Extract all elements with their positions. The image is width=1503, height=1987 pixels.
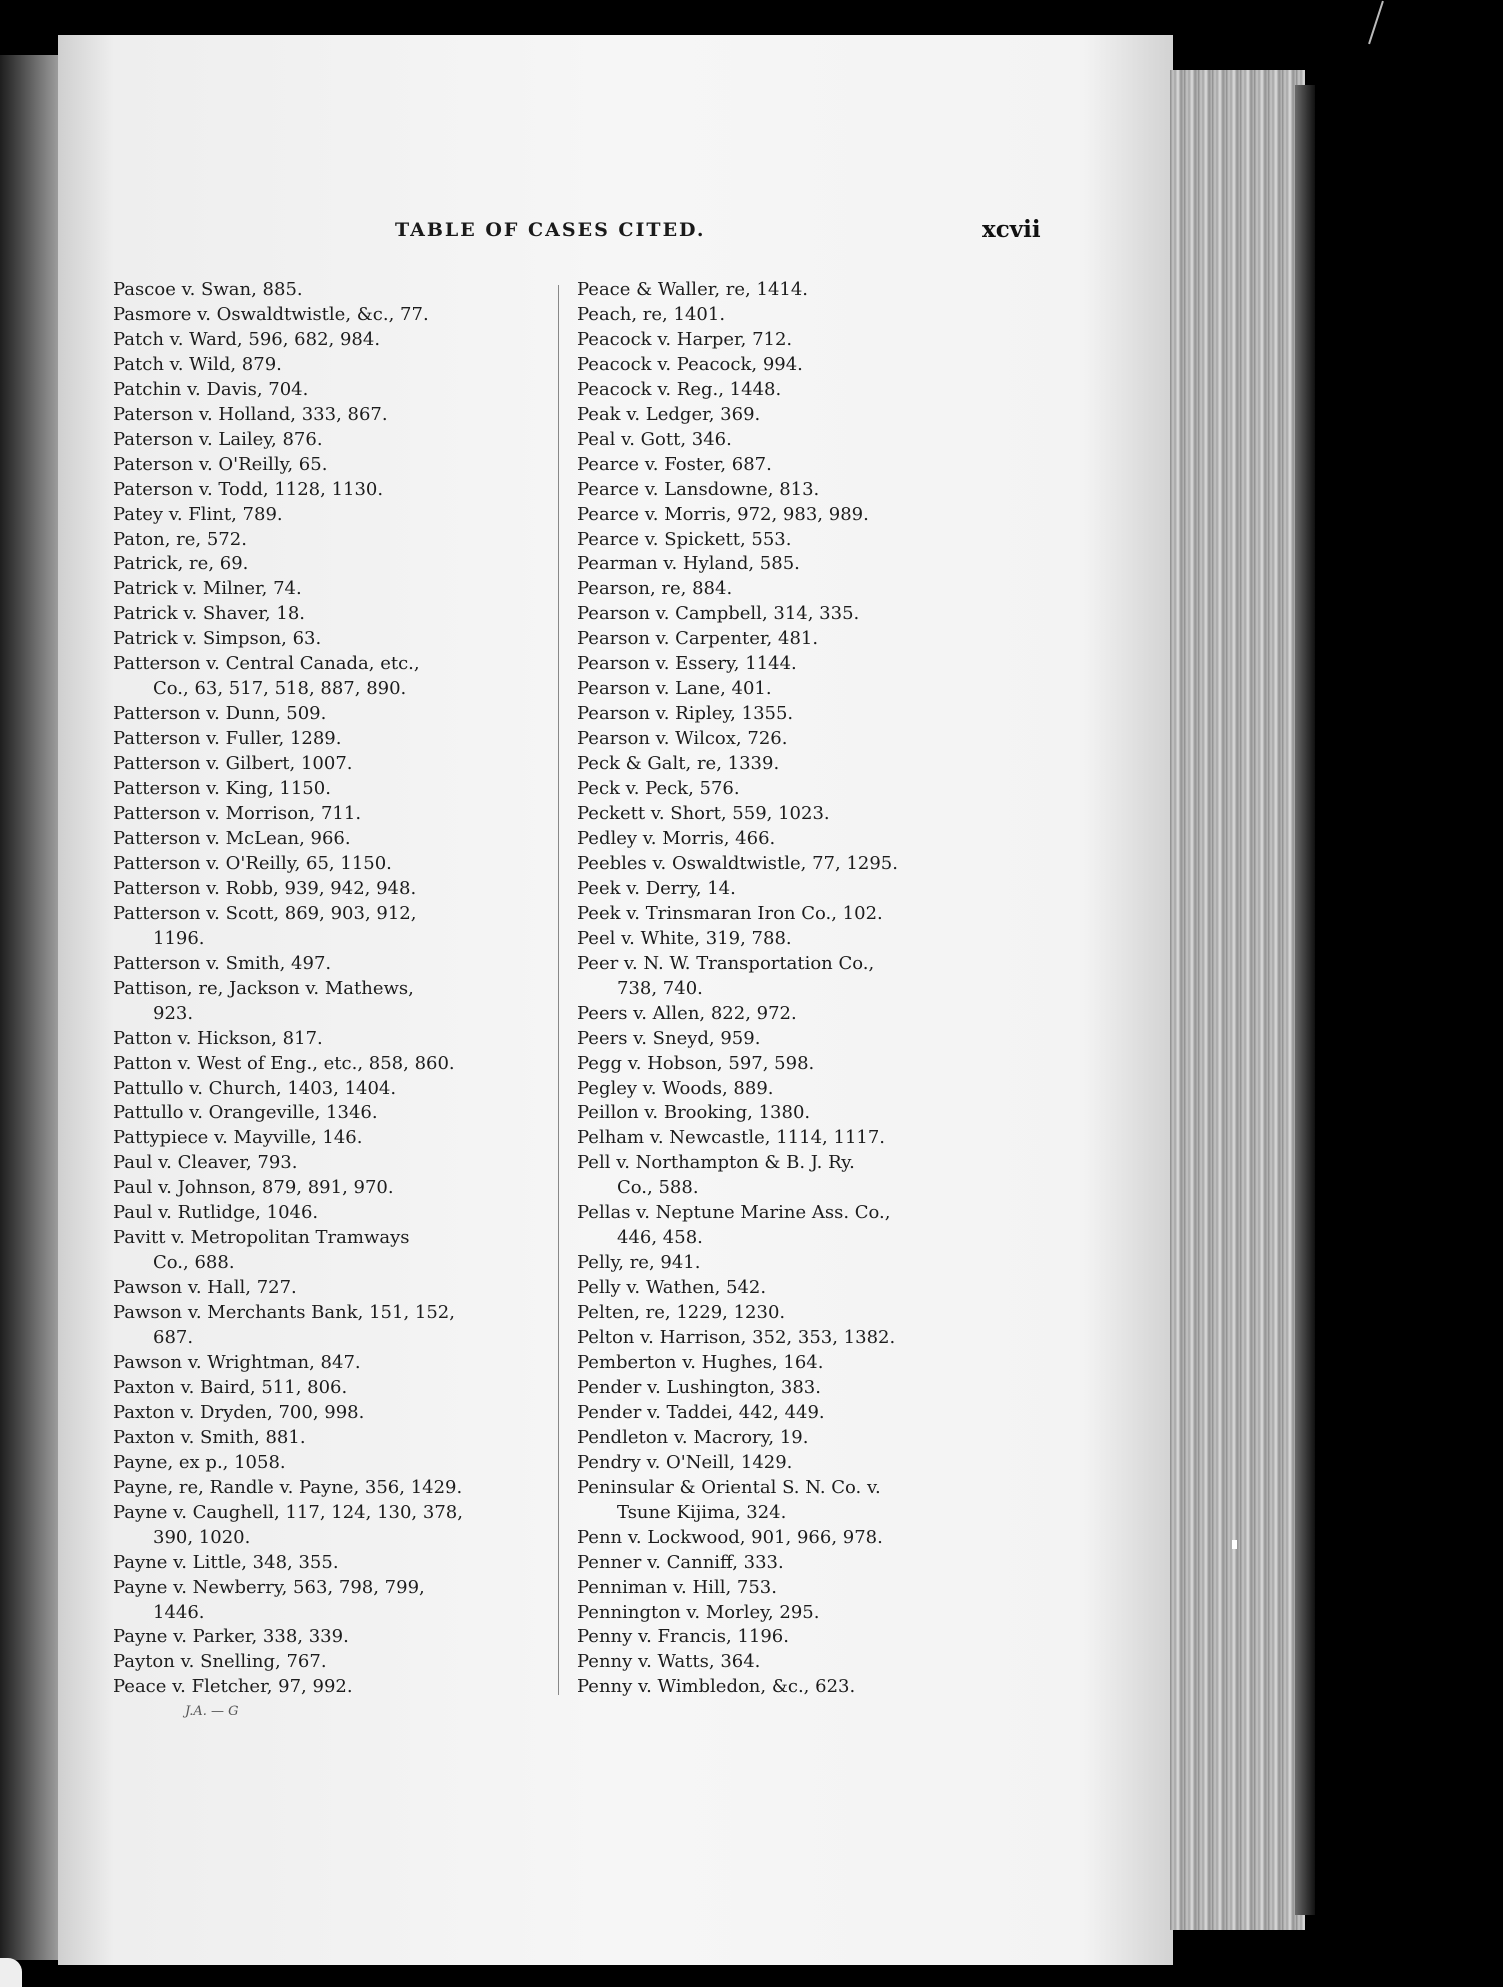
case-entry: Patrick v. Milner, 74.: [113, 578, 302, 600]
case-entry: Peace & Waller, re, 1414.: [577, 279, 809, 300]
case-entry: Paterson v. Lailey, 876.: [113, 428, 323, 450]
case-entry: Penn v. Lockwood, 901, 966, 978.: [577, 1526, 883, 1548]
case-entry: Patterson v. O'Reilly, 65, 1150.: [113, 852, 392, 874]
case-entry: 446, 458.: [617, 1227, 703, 1249]
case-entry: Patrick, re, 69.: [113, 553, 249, 575]
case-entry: Paxton v. Smith, 881.: [113, 1426, 306, 1448]
case-entry: Pearson v. Wilcox, 726.: [577, 728, 788, 750]
case-entry: Pattullo v. Church, 1403, 1404.: [113, 1077, 397, 1099]
case-entry: Peal v. Gott, 346.: [577, 428, 732, 450]
case-entry: Co., 688.: [153, 1252, 235, 1274]
case-entry: Payne, ex p., 1058.: [113, 1451, 286, 1473]
case-entry: Peck v. Peck, 576.: [577, 778, 740, 800]
case-entry: Pawson v. Wrightman, 847.: [113, 1351, 361, 1373]
case-entry: Pearman v. Hyland, 585.: [577, 553, 800, 575]
case-entry: Patey v. Flint, 789.: [113, 503, 283, 525]
case-entry: Pegg v. Hobson, 597, 598.: [577, 1052, 815, 1074]
case-entry: Paxton v. Dryden, 700, 998.: [113, 1401, 365, 1423]
case-entry: Pearson v. Campbell, 314, 335.: [577, 603, 860, 625]
case-entry: Pattison, re, Jackson v. Mathews,: [113, 977, 414, 999]
case-entry: Patch v. Ward, 596, 682, 984.: [113, 328, 381, 350]
case-entry: Pawson v. Hall, 727.: [113, 1277, 297, 1299]
column-divider: [558, 285, 559, 1695]
case-entry: Peckett v. Short, 559, 1023.: [577, 803, 830, 825]
right-column: [577, 278, 1032, 1700]
speck: [1232, 1540, 1237, 1549]
case-entry: Co., 588.: [617, 1177, 699, 1199]
case-entry: Pegley v. Woods, 889.: [577, 1077, 774, 1099]
case-entry: Patterson v. Dunn, 509.: [113, 703, 327, 725]
case-entry: Penny v. Watts, 364.: [577, 1651, 761, 1673]
case-entry: Penny v. Wimbledon, &c., 623.: [577, 1676, 856, 1698]
running-head: TABLE OF CASES CITED.: [395, 219, 706, 241]
case-entry: Payne v. Newberry, 563, 798, 799,: [113, 1576, 425, 1598]
case-entry: Paul v. Cleaver, 793.: [113, 1152, 298, 1174]
case-entry: Tsune Kijima, 324.: [617, 1501, 787, 1523]
case-entry: Patterson v. McLean, 966.: [113, 827, 351, 849]
case-entry: Pearce v. Foster, 687.: [577, 453, 772, 475]
case-entry: Patterson v. Scott, 869, 903, 912,: [113, 902, 417, 924]
corner-blot: [0, 1958, 22, 1987]
case-entry: Paterson v. O'Reilly, 65.: [113, 453, 328, 475]
case-entry: Patrick v. Simpson, 63.: [113, 628, 322, 650]
case-entry: Payne, re, Randle v. Payne, 356, 1429.: [113, 1476, 463, 1498]
case-entry: Patrick v. Shaver, 18.: [113, 603, 305, 625]
case-entry: Peacock v. Reg., 1448.: [577, 378, 782, 400]
case-entry: 738, 740.: [617, 977, 703, 999]
case-entry: Pell v. Northampton & B. J. Ry.: [577, 1152, 855, 1174]
case-entry: Patton v. West of Eng., etc., 858, 860.: [113, 1052, 455, 1074]
case-entry: Co., 63, 517, 518, 887, 890.: [153, 678, 407, 700]
case-entry: Pasmore v. Oswaldtwistle, &c., 77.: [113, 303, 429, 325]
case-entry: Pelly v. Wathen, 542.: [577, 1277, 767, 1299]
corner-mark: [1368, 1, 1384, 44]
case-entry: Pendry v. O'Neill, 1429.: [577, 1451, 793, 1473]
case-entry: Penner v. Canniff, 333.: [577, 1551, 784, 1573]
case-entry: Pascoe v. Swan, 885.: [113, 279, 303, 300]
case-entry: 390, 1020.: [153, 1526, 251, 1548]
case-entry: Pearson v. Carpenter, 481.: [577, 628, 819, 650]
case-entry: Pedley v. Morris, 466.: [577, 827, 776, 849]
case-entry: Peek v. Derry, 14.: [577, 877, 736, 899]
case-entry: Patterson v. Smith, 497.: [113, 952, 332, 974]
case-entry: Peninsular & Oriental S. N. Co. v.: [577, 1476, 881, 1498]
book-spine: [0, 55, 58, 1960]
case-entry: Patterson v. Morrison, 711.: [113, 803, 362, 825]
case-entry: Pearce v. Morris, 972, 983, 989.: [577, 503, 869, 525]
case-entry: Pellas v. Neptune Marine Ass. Co.,: [577, 1202, 891, 1224]
case-entry: Pendleton v. Macrory, 19.: [577, 1426, 809, 1448]
page-edges: [1170, 70, 1305, 1930]
case-entry: Pelton v. Harrison, 352, 353, 1382.: [577, 1327, 896, 1349]
case-entry: Pavitt v. Metropolitan Tramways: [113, 1227, 410, 1249]
case-entry: 1196.: [153, 927, 205, 949]
case-entry: Pearson v. Lane, 401.: [577, 678, 772, 700]
case-entry: Pennington v. Morley, 295.: [577, 1601, 820, 1623]
case-entry: Patch v. Wild, 879.: [113, 353, 282, 375]
case-entry: Payne v. Parker, 338, 339.: [113, 1626, 349, 1648]
case-entry: Pearson, re, 884.: [577, 578, 733, 600]
case-entry: Pelten, re, 1229, 1230.: [577, 1302, 786, 1324]
case-entry: Peek v. Trinsmaran Iron Co., 102.: [577, 902, 883, 924]
case-entry: Patterson v. Fuller, 1289.: [113, 728, 342, 750]
case-entry: Penny v. Francis, 1196.: [577, 1626, 789, 1648]
case-entry: Peer v. N. W. Transportation Co.,: [577, 952, 875, 974]
page-number: xcvii: [982, 216, 1041, 243]
case-entry: 1446.: [153, 1601, 205, 1623]
case-entry: Payton v. Snelling, 767.: [113, 1651, 327, 1673]
case-entry: Pender v. Taddei, 442, 449.: [577, 1401, 825, 1423]
case-entry: Paul v. Rutlidge, 1046.: [113, 1202, 319, 1224]
case-entry: Peers v. Allen, 822, 972.: [577, 1002, 797, 1024]
case-entry: Payne v. Caughell, 117, 124, 130, 378,: [113, 1501, 463, 1523]
case-entry: Pearson v. Ripley, 1355.: [577, 703, 794, 725]
case-entry: Peach, re, 1401.: [577, 303, 726, 325]
case-entry: Patterson v. Gilbert, 1007.: [113, 753, 353, 775]
case-entry: Patterson v. Central Canada, etc.,: [113, 653, 420, 675]
case-entry: Paterson v. Todd, 1128, 1130.: [113, 478, 384, 500]
case-entry: Peel v. White, 319, 788.: [577, 927, 792, 949]
case-entry: Peillon v. Brooking, 1380.: [577, 1102, 811, 1124]
case-entry: Peacock v. Peacock, 994.: [577, 353, 803, 375]
case-entry: Paul v. Johnson, 879, 891, 970.: [113, 1177, 394, 1199]
case-entry: Peers v. Sneyd, 959.: [577, 1027, 761, 1049]
case-entry: 687.: [153, 1327, 194, 1349]
case-entry: Peak v. Ledger, 369.: [577, 403, 761, 425]
case-entry: Paterson v. Holland, 333, 867.: [113, 403, 388, 425]
case-entry: Pelham v. Newcastle, 1114, 1117.: [577, 1127, 886, 1149]
case-entry: Pattypiece v. Mayville, 146.: [113, 1127, 363, 1149]
case-entry: Peace v. Fletcher, 97, 992.: [113, 1676, 353, 1698]
case-entry: Peacock v. Harper, 712.: [577, 328, 793, 350]
case-entry: Penniman v. Hill, 753.: [577, 1576, 777, 1598]
case-entry: Pelly, re, 941.: [577, 1252, 701, 1274]
case-entry: Patton v. Hickson, 817.: [113, 1027, 323, 1049]
case-entry: Peebles v. Oswaldtwistle, 77, 1295.: [577, 852, 898, 874]
case-entry: Patterson v. King, 1150.: [113, 778, 331, 800]
case-entry: Pemberton v. Hughes, 164.: [577, 1351, 824, 1373]
case-entry: Pawson v. Merchants Bank, 151, 152,: [113, 1302, 455, 1324]
case-entry: Patterson v. Robb, 939, 942, 948.: [113, 877, 417, 899]
case-entry: Paton, re, 572.: [113, 528, 247, 550]
case-entry: Pender v. Lushington, 383.: [577, 1376, 821, 1398]
case-entry: Pearce v. Lansdowne, 813.: [577, 478, 820, 500]
case-entry: Pearson v. Essery, 1144.: [577, 653, 797, 675]
case-entry: Peck & Galt, re, 1339.: [577, 753, 780, 775]
case-entry: Pattullo v. Orangeville, 1346.: [113, 1102, 378, 1124]
case-entry: Pearce v. Spickett, 553.: [577, 528, 792, 550]
case-entry: Patchin v. Davis, 704.: [113, 378, 309, 400]
left-column: [113, 278, 553, 1700]
page-edge-shadow: [1295, 85, 1315, 1915]
case-entry: Payne v. Little, 348, 355.: [113, 1551, 339, 1573]
case-entry: Paxton v. Baird, 511, 806.: [113, 1376, 348, 1398]
signature-mark: J.A. — G: [185, 1704, 239, 1719]
case-entry: 923.: [153, 1002, 194, 1024]
